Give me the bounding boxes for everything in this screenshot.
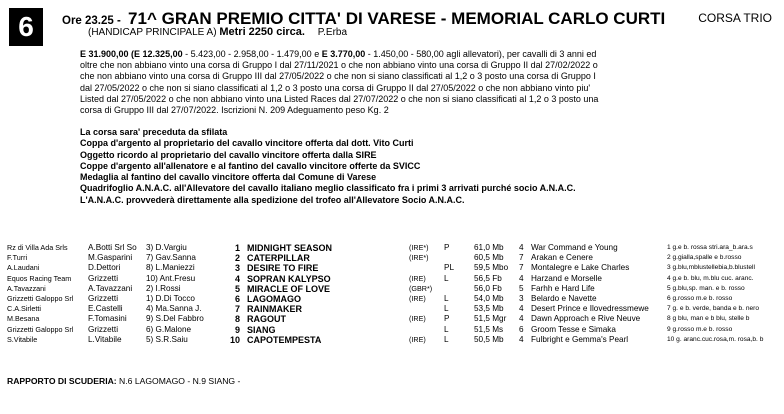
runner-colors: 3 g.blu,mblustellebia,b.blustell — [667, 264, 755, 272]
runner-name: MIDNIGHT SEASON — [247, 243, 333, 253]
runner-country: (IRE*) — [409, 243, 429, 252]
runner-colors: 2 g.gialla,spalle e b.rosso — [667, 254, 742, 262]
runner-owner: F.Turri — [7, 253, 28, 263]
runner-jockey: 4) Ma.Sanna J. — [146, 304, 202, 314]
runner-jockey: 8) L.Maniezzi — [146, 263, 195, 273]
runner-name: LAGOMAGO — [247, 293, 301, 304]
runner-weight: 51,5 Mgr — [474, 314, 507, 324]
runner-colors: 1 g.e b. rossa stri.ara_b.ara.s — [667, 244, 753, 251]
runner-age: 4 — [519, 304, 524, 314]
runner-jockey: 1) D.Di Tocco — [146, 293, 195, 303]
runner-equipment: L — [444, 334, 449, 344]
race-trainer-code: P.Erba — [317, 27, 348, 38]
race-extras — [80, 127, 780, 206]
runner-age: 6 — [519, 324, 524, 334]
conditions-line: oltre che non abbiano vinto una corsa di Gruppo I dal 27/11/2021 o che non abbiano vinto una corsa di Gruppo II dal 27/02/2022 o — [80, 60, 598, 71]
runner-row — [7, 274, 781, 284]
runner-jockey: 2) I.Rossi — [146, 283, 181, 293]
runner-colors: 4 g.e b. blu, m.blu cuc. aranc. — [667, 274, 754, 282]
runner-weight: 51,5 Ms — [474, 324, 504, 334]
runner-trainer: Grizzetti — [88, 324, 119, 334]
extra-line: La corsa sara' preceduta da sfilata — [80, 127, 228, 137]
race-category: (HANDICAP PRINCIPALE A) — [88, 27, 217, 38]
runner-name: SIANG — [247, 324, 276, 335]
runner-jockey: 7) Gav.Sanna — [146, 253, 196, 263]
runner-country: (IRE*) — [409, 253, 429, 263]
runner-owner: A.Tavazzani — [7, 283, 46, 293]
runner-trainer: Grizzetti — [88, 293, 119, 303]
runner-jockey: 3) D.Vargiu — [146, 243, 187, 252]
runner-number: 8 — [234, 314, 240, 325]
conditions-line: che non abbiano vinto una corsa di Gruppo III dal 27/05/2022 o che non si siano classificati al 1,2 o 3 posto una corsa di Gruppo I — [80, 71, 596, 82]
runner-number: 6 — [234, 293, 240, 304]
runner-owner: Equos Racing Team — [7, 273, 72, 283]
prize-breeders: E 3.770,00 — [321, 49, 366, 59]
runner-name: CAPOTEMPESTA — [247, 334, 322, 345]
runner-row — [7, 294, 781, 304]
runner-age: 4 — [519, 334, 524, 344]
runner-row — [7, 284, 781, 294]
runners-table — [7, 243, 781, 345]
runner-number: 1 — [234, 243, 240, 253]
runner-trainer: Grizzetti — [88, 273, 119, 283]
runner-equipment: L — [444, 324, 449, 334]
runner-trainer: D.Dettori — [88, 263, 121, 273]
runner-owner: A.Laudani — [7, 263, 40, 273]
runner-pedigree: Farhh e Hard Life — [531, 283, 595, 293]
runner-age: 3 — [519, 293, 524, 303]
prize-main: E 31.900,00 (E 12.325,00 — [80, 49, 183, 59]
runner-name: DESIRE TO FIRE — [247, 263, 319, 274]
runner-jockey: 9) S.Del Fabbro — [146, 314, 204, 324]
runner-owner: Rz di Villa Ada Srls — [7, 243, 68, 252]
extra-line: Oggetto ricordo al proprietario del cavallo vincitore offerta dalla SIRE — [80, 149, 377, 160]
runner-equipment: L — [444, 304, 449, 314]
runner-row — [7, 325, 781, 335]
runner-name: RAINMAKER — [247, 304, 302, 315]
runner-number: 9 — [234, 324, 240, 335]
runner-equipment: PL — [444, 263, 455, 273]
runner-pedigree: War Command e Young — [531, 243, 618, 252]
runner-weight: 54,0 Mb — [474, 293, 504, 303]
runner-weight: 60,5 Mb — [474, 253, 504, 263]
runner-weight: 56,0 Fb — [474, 283, 502, 293]
runner-pedigree: Desert Prince e Ilovedressmewe — [531, 304, 649, 314]
runner-country: (GBR*) — [409, 283, 433, 293]
prize-parts-2: - 1.450,00 - 580,00 agli allevatori), per cavalli di 3 anni ed — [365, 49, 597, 59]
runner-owner: M.Besana — [7, 314, 40, 324]
race-distance: Metri 2250 circa. — [219, 26, 305, 38]
race-type: CORSA TRIO — [698, 11, 772, 25]
runner-colors: 5 g.blu,sp. man. e b. rosso — [667, 284, 745, 292]
runner-weight: 56,5 Fb — [474, 273, 502, 283]
runner-owner: Grizzetti Galoppo Srl — [7, 293, 74, 303]
runner-age: 4 — [519, 273, 524, 283]
runner-row — [7, 314, 781, 324]
race-time: Ore 23.25 - — [62, 15, 121, 27]
extra-line: Coppe d'argento all'allenatore e al fantino del cavallo vincitore offerte da SVICC — [80, 160, 421, 171]
extra-line: Medaglia al fantino del cavallo vincitore offerta dal Comune di Varese — [80, 172, 377, 183]
runner-weight: 50,5 Mb — [474, 334, 504, 344]
runner-name: CATERPILLAR — [247, 253, 310, 264]
runner-colors: 9 g.rosso m.e b. rosso — [667, 325, 733, 333]
runner-owner: C.A.Sirletti — [7, 304, 41, 314]
runner-weight: 59,5 Mbo — [474, 263, 509, 273]
runner-trainer: E.Castelli — [88, 304, 123, 314]
race-number-badge: 6 — [9, 8, 43, 46]
runner-jockey: 10) Ant.Fresu — [146, 273, 196, 283]
runner-pedigree: Arakan e Cenere — [531, 253, 593, 263]
runner-weight: 53,5 Mb — [474, 304, 504, 314]
runner-number: 2 — [234, 253, 240, 264]
runner-name: MIRACLE OF LOVE — [247, 283, 330, 294]
prize-parts-1: - 5.423,00 - 2.958,00 - 1.479,00 e — [182, 49, 322, 59]
runner-owner: Grizzetti Galoppo Srl — [7, 324, 74, 334]
runner-age: 4 — [519, 243, 524, 252]
runner-number: 3 — [234, 263, 240, 274]
runner-owner: S.Vitabile — [7, 334, 38, 344]
runner-pedigree: Belardo e Navette — [531, 293, 597, 303]
stable-report-label: RAPPORTO DI SCUDERIA: — [7, 376, 117, 386]
runner-number: 5 — [234, 283, 240, 294]
runner-pedigree: Harzand e Morselle — [531, 273, 602, 283]
runner-colors: 6 g.rosso m.e b. rosso — [667, 294, 733, 302]
runner-colors: 7 g. e b. verde, banda e b. nero — [667, 305, 760, 313]
runner-country: (IRE) — [409, 334, 426, 344]
runner-number: 7 — [234, 304, 240, 315]
runner-trainer: M.Gasparini — [88, 253, 133, 263]
runner-row — [7, 263, 781, 273]
extra-line: Quadrifoglio A.N.A.C. all'Allevatore del cavallo italiano meglio classificato fra i primi 3 arrivati purché socio A.N.A.C. — [80, 183, 576, 194]
runner-trainer: F.Tomasini — [88, 314, 127, 324]
runner-equipment: P — [444, 314, 450, 324]
race-conditions — [80, 49, 780, 116]
runner-pedigree: Dawn Approach e Rive Neuve — [531, 314, 641, 324]
runner-pedigree: Groom Tesse e Simaka — [531, 324, 616, 334]
runner-age: 7 — [519, 253, 524, 263]
runner-age: 4 — [519, 314, 524, 324]
runner-equipment: L — [444, 293, 449, 303]
runner-pedigree: Fulbright e Gemma's Pearl — [531, 334, 629, 344]
runner-jockey: 6) G.Malone — [146, 324, 192, 334]
runner-country: (IRE) — [409, 314, 426, 324]
runner-trainer: L.Vitabile — [88, 334, 122, 344]
runner-weight: 61,0 Mb — [474, 243, 504, 252]
runner-country: (IRE) — [409, 293, 426, 303]
extra-line: Coppa d'argento al proprietario del cavallo vincitore offerta dal dott. Vito Curti — [80, 138, 414, 149]
conditions-line: corsa di Gruppo III dal 27/07/2022. Iscrizioni N. 209 Adeguamento peso Kg. 2 — [80, 105, 389, 116]
runner-row — [7, 304, 781, 314]
stable-report-value: N.6 LAGOMAGO - N.9 SIANG - — [116, 376, 241, 386]
runner-age: 7 — [519, 263, 524, 273]
runner-age: 5 — [519, 283, 524, 293]
race-title: 71^ GRAN PREMIO CITTA' DI VARESE - MEMORIAL CARLO CURTI — [128, 9, 666, 28]
runner-country: (IRE) — [409, 273, 426, 283]
runner-equipment: L — [444, 273, 449, 283]
runner-name: SOPRAN KALYPSO — [247, 273, 331, 284]
runner-row — [7, 243, 781, 253]
runner-jockey: 5) S.R.Saiu — [146, 334, 188, 344]
race-header — [62, 9, 782, 38]
runner-row — [7, 253, 781, 263]
runner-number: 4 — [234, 273, 240, 284]
stable-report — [7, 376, 240, 386]
runner-colors: 10 g. aranc.cuc.rosa,m. rosa,b. b — [667, 335, 764, 343]
conditions-line: dal 27/05/2022 o che non si siano classificati al 1,2 o 3 posto una corsa di Gruppo II dal 27/05/2022 o che non abbiano vinto piu' — [80, 82, 591, 93]
runner-colors: 8 g blu, man e b blu, stelle b — [667, 315, 750, 323]
extra-line: L'A.N.A.C. provvederà direttamente alla spedizione del trofeo all'Allevatore Socio A.N.A.C. — [80, 194, 465, 205]
conditions-line: Listed dal 27/05/2022 o che non abbiano vinto una Listed Races dal 27/07/2022 o che non si siano classificati al 1,2 o 3 posto una — [80, 93, 599, 104]
runner-name: RAGOUT — [247, 314, 286, 325]
runner-trainer: A.Tavazzani — [88, 283, 133, 293]
prize-line — [80, 49, 780, 60]
runner-trainer: A.Botti Srl So — [88, 243, 137, 252]
runner-number: 10 — [230, 334, 240, 345]
runner-pedigree: Montalegre e Lake Charles — [531, 263, 630, 273]
runner-row — [7, 335, 781, 345]
runner-equipment: P — [444, 243, 450, 252]
